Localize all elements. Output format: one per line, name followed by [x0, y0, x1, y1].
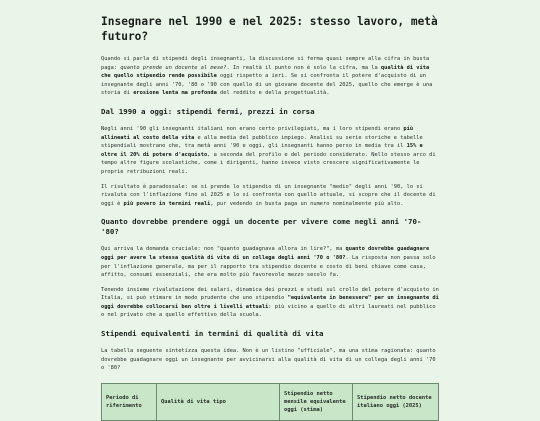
section-heading-1: Dal 1990 a oggi: stipendi fermi, prezzi in corsa	[101, 106, 315, 116]
intro-paragraph	[101, 55, 439, 98]
section-heading-2: Quanto dovrebbe prendere oggi un docente per vivere come negli anni '70-'80?	[101, 217, 422, 237]
text: . In realtà il punto non è solo la cifra, ma la	[226, 64, 381, 71]
text: , pur vedendo in busta paga un numero nominalmente più alto.	[210, 200, 404, 207]
section-1-paragraph-1	[101, 125, 439, 177]
article	[101, 14, 439, 421]
emphasis-bold: più povero in termini reali	[123, 200, 211, 207]
text: , a seconda del profilo e del periodo considerato. Nello stesso arco di tempo altre figure scolastiche, come i dirigenti, hanno invece visto crescere significativamente le proprie retribuzioni reali.	[101, 151, 436, 175]
section-3-paragraph-1: La tabella seguente sintetizza questa idea. Non è un listino "ufficiale", ma una stima ragionata: quanto dovrebbe guadagnare oggi un insegnante per avvicinarsi alla qualità di vita di un collega degli anni '70 o '80?	[101, 348, 436, 372]
table-header-row	[102, 383, 439, 420]
column-header-quality: Qualità di vita tipo	[157, 383, 280, 420]
column-header-equivalent-salary: Stipendio netto mensile equivalente oggi (stima)	[280, 383, 353, 420]
emphasis-bold: quanto dovrebbe guadagnare oggi per avere la stessa qualità di vita di un collega degli anni '70 o '80?	[101, 246, 430, 261]
emphasis-bold: "equivalente in benessere" per un insegnante di oggi dovrebbe collocarsi ben oltre i livelli attuali	[101, 295, 439, 310]
text: . La risposta non passa solo per l'inflazione generale, ma per il rapporto tra stipendio docente e costo di beni chiave come casa, affitto, consumi essenziali, che era molto più favorevole mezzo secolo fa.	[101, 254, 436, 279]
text: Tenendo insieme rivalutazione dei salari, dinamica dei prezzi e studi sul crollo del potere d'acquisto in Italia, si può stimare in modo prudente che uno stipendio	[101, 286, 439, 302]
section-2-paragraph-1	[101, 245, 439, 279]
emphasis-bold: erosione lenta ma profonda	[133, 90, 217, 97]
emphasis: quanto prende un docente al mese?	[120, 64, 227, 71]
text: : più vicino a quello di altri laureati nel pubblico o nel privato che a quello effettivo della scuola.	[101, 303, 436, 319]
text: e alla media del pubblico impiego. Analisi su serie storiche e tabelle stipendiali mostrano che, tra metà anni '90 e oggi, gli insegnanti hanno perso in media tra il	[101, 134, 423, 150]
section-2-paragraph-2	[101, 286, 439, 320]
emphasis-bold: qualità di vita che quello stipendio rende possibile	[101, 64, 430, 80]
text: Negli anni '90 gli insegnanti italiani non erano certo privilegiati, ma i loro stipendi erano	[101, 125, 404, 132]
text: Qui arriva la domanda cruciale: non "quanto guadagnava allora in lire?", ma	[101, 246, 346, 253]
emphasis-bold: più allineati al costo della vita	[101, 125, 414, 141]
section-1-paragraph-2	[101, 183, 439, 209]
text: del reddito e della progettualità.	[216, 90, 330, 97]
column-header-period: Periodo di riferimento	[102, 383, 157, 420]
equivalence-table	[101, 383, 439, 421]
text: Il risultato è paradossale: se si prende lo stipendio di un insegnante "medio" degli anni '90, lo si rivaluta con l'inflazione fino al 2025 e lo si confronta con quello attuale, si scopre che il docente di oggi è	[101, 183, 436, 207]
text: oggi rispetto a ieri. Se si confronta il potere d'acquisto di un insegnante degli anni '70, '80 o '90 con quello di un giovane docente del 2025, quello che emerge è una storia di	[101, 73, 433, 97]
page-title: Insegnare nel 1990 e nel 2025: stesso lavoro, metà futuro?	[101, 15, 438, 43]
text: Quando si parla di stipendi degli insegnanti, la discussione si ferma quasi sempre alla cifra in busta paga:	[101, 56, 430, 71]
section-heading-3: Stipendi equivalenti in termini di qualità di vita	[101, 329, 324, 339]
emphasis-bold: 15% e oltre il 20% di potere d'acquisto	[101, 143, 423, 158]
column-header-current-salary: Stipendio netto docente italiano oggi (2025)	[353, 383, 439, 420]
